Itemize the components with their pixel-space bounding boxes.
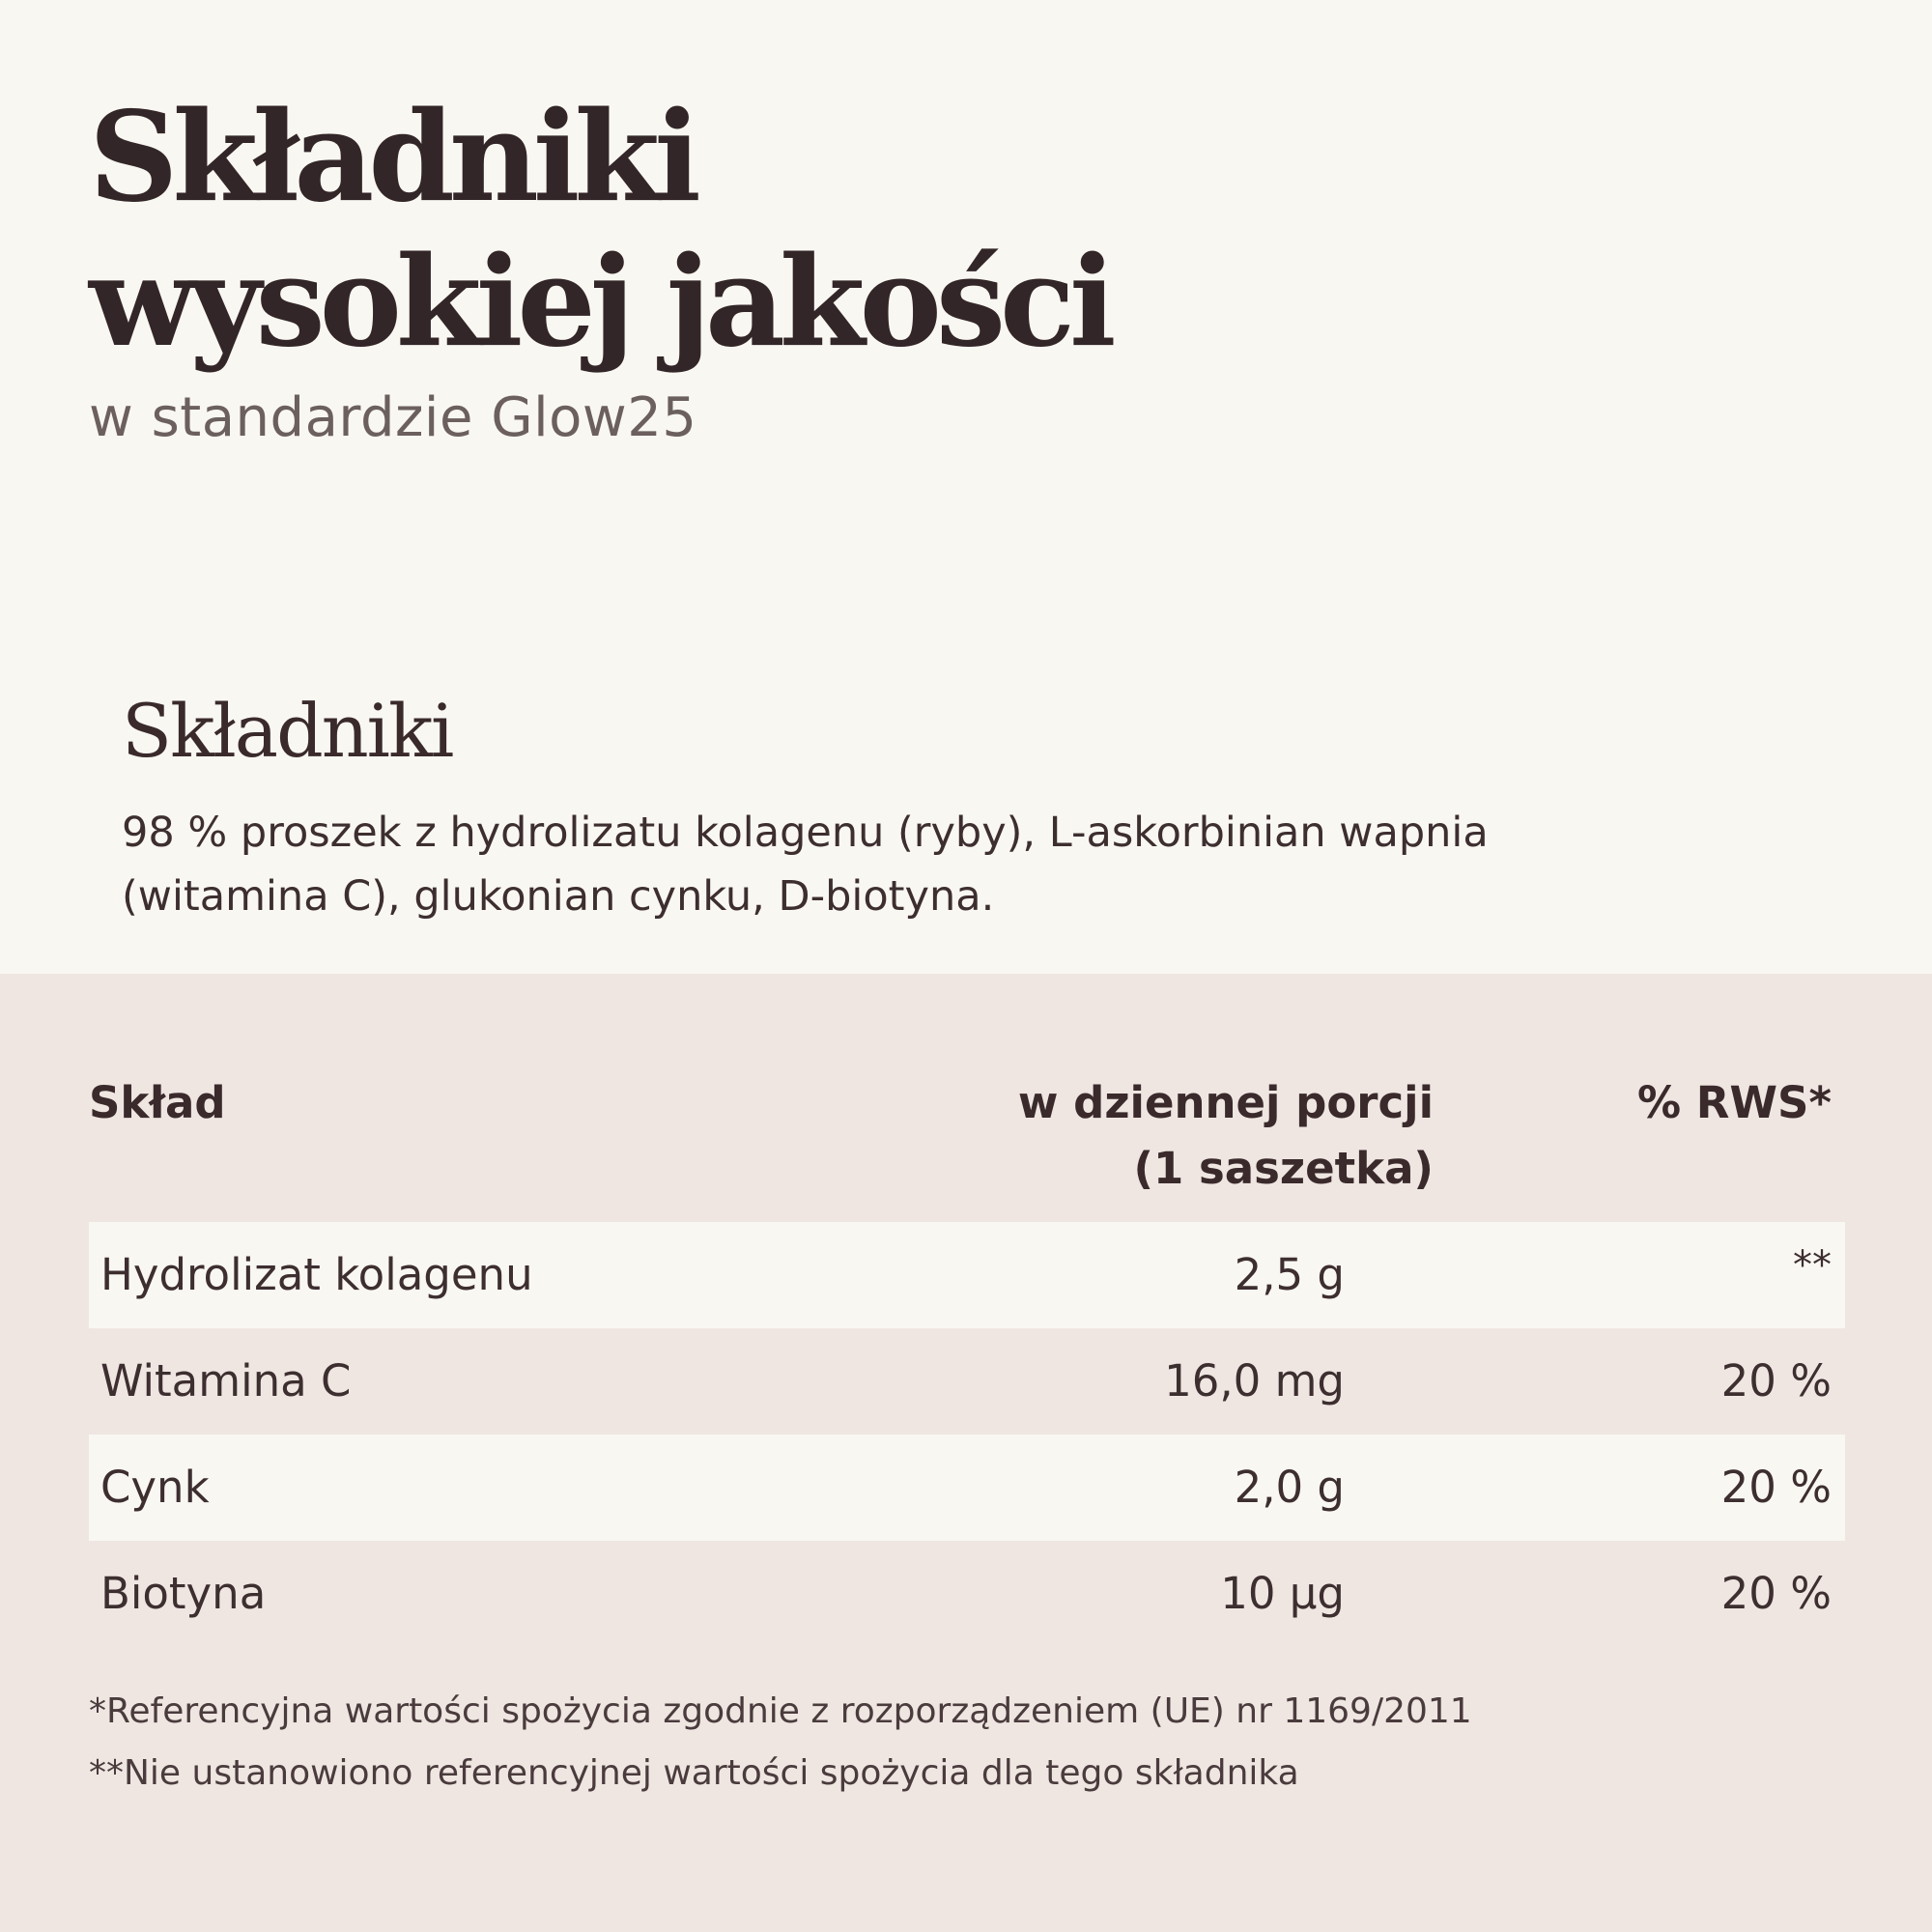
footnote-rws: *Referencyjna wartości spożycia zgodnie z rozporządzeniem (UE) nr 1169/2011 [89,1691,1472,1731]
table-header [89,1070,1845,1222]
ingredients-heading: Składniki [122,688,453,774]
table-row [89,1328,1845,1435]
cell-amount: 16,0 mg [1164,1355,1345,1406]
page-title-line-1: Składniki [89,85,696,230]
page-title [89,85,1248,375]
cell-amount: 2,5 g [1234,1249,1345,1300]
cell-rws: ** [1793,1243,1832,1288]
cell-name: Cynk [100,1462,210,1513]
footnote-no-rws: **Nie ustanowiono referencyjnej wartości spożycia dla tego składnika [89,1753,1299,1793]
cell-rws: 20 % [1720,1568,1832,1619]
cell-amount: 10 µg [1220,1568,1345,1619]
cell-name: Hydrolizat kolagenu [100,1249,533,1300]
cell-name: Witamina C [100,1355,352,1406]
header-amount [1018,1070,1434,1202]
table-row [89,1435,1845,1541]
cell-amount: 2,0 g [1234,1462,1345,1513]
page-title-line-2: wysokiej jakości [89,230,1111,375]
header-amount-line-1: w dziennej porcji [1017,1077,1434,1128]
footnotes [89,1681,1828,1804]
page-subtitle: w standardzie Glow25 [89,386,697,449]
ingredients-text: 98 % proszek z hydrolizatu kolagenu (ryby), L-askorbinian wapnia (witamina C), glukonian cynku, D-biotyna. [122,809,1489,921]
cell-rws: 20 % [1720,1462,1832,1513]
table-row [89,1541,1845,1647]
table-row [89,1222,1845,1328]
header-name: Skład [89,1077,226,1128]
header-amount-line-2: (1 saszetka) [1133,1143,1434,1194]
cell-rws: 20 % [1720,1355,1832,1406]
nutrition-table [89,1070,1845,1647]
cell-name: Biotyna [100,1568,267,1619]
header-rws: % RWS* [1637,1077,1832,1128]
